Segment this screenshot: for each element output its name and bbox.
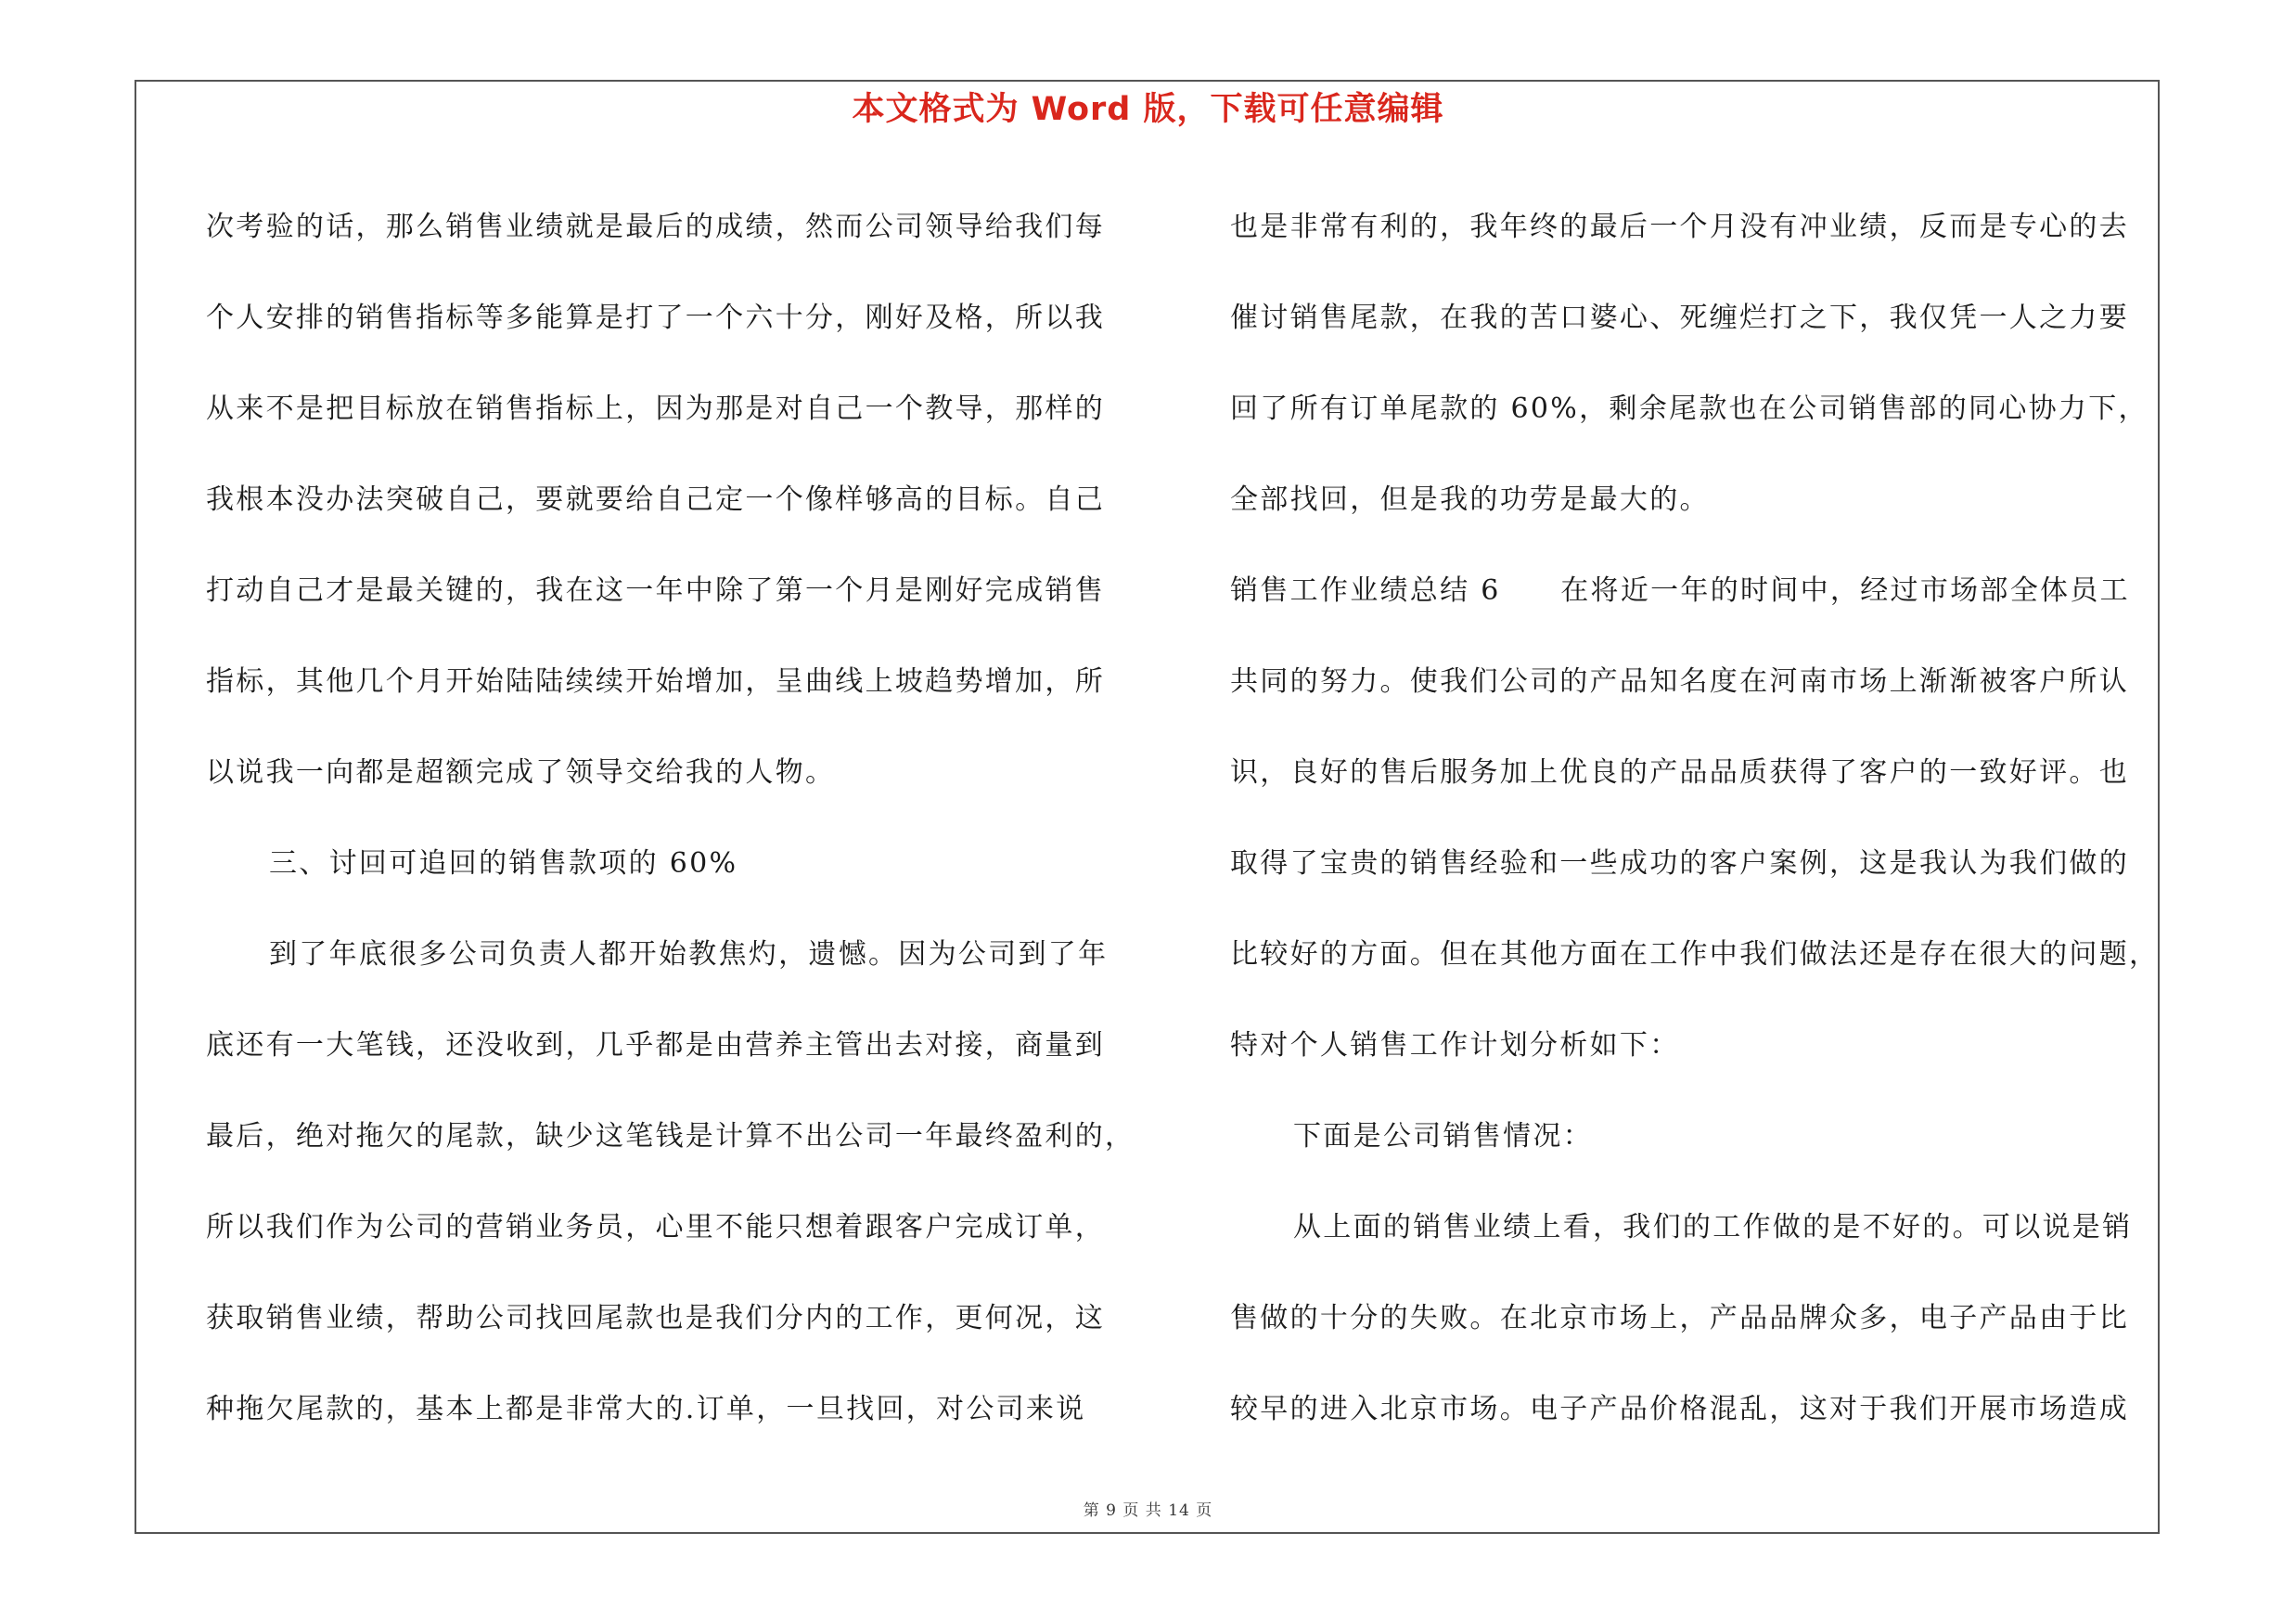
paragraph-line: 获取销售业绩，帮助公司找回尾款也是我们分内的工作，更何况，这: [206, 1302, 1105, 1334]
paragraph-line: 催讨销售尾款，在我的苦口婆心、死缠烂打之下，我仅凭一人之力要: [1230, 302, 2129, 334]
paragraph-line: 所以我们作为公司的营销业务员，心里不能只想着跟客户完成订单，: [206, 1211, 1105, 1243]
paragraph-line: 最后，绝对拖欠的尾款，缺少这笔钱是计算不出公司一年最终盈利的，: [206, 1120, 1135, 1153]
right-text-column: [1230, 182, 2171, 1455]
paragraph-line: 种拖欠尾款的，基本上都是非常大的.订单，一旦找回，对公司来说: [206, 1393, 1086, 1425]
paragraph-line: 从上面的销售业绩上看，我们的工作做的是不好的。可以说是销: [1293, 1211, 2133, 1243]
paragraph-line: 次考验的话，那么销售业绩就是最后的成绩，然而公司领导给我们每: [206, 211, 1105, 243]
paragraph-line: 较早的进入北京市场。电子产品价格混乱，这对于我们开展市场造成: [1230, 1393, 2129, 1425]
section-heading: 三、讨回可追回的销售款项的 60%: [269, 847, 738, 880]
paragraph-line: 也是非常有利的，我年终的最后一个月没有冲业绩，反而是专心的去: [1230, 211, 2129, 243]
paragraph-line: 以说我一向都是超额完成了领导交给我的人物。: [206, 756, 836, 789]
paragraph-line: 下面是公司销售情况：: [1293, 1120, 1593, 1153]
paragraph-line: 我根本没办法突破自己，要就要给自己定一个像样够高的目标。自己: [206, 483, 1105, 516]
page-number-footer: 第 9 页 共 14 页: [1083, 1501, 1213, 1520]
paragraph-line: 比较好的方面。但在其他方面在工作中我们做法还是存在很大的问题，: [1230, 938, 2160, 971]
paragraph-line: 售做的十分的失败。在北京市场上，产品品牌众多，电子产品由于比: [1230, 1302, 2129, 1334]
left-text-column: [206, 182, 1143, 1455]
paragraph-line: 全部找回，但是我的功劳是最大的。: [1230, 483, 1710, 516]
paragraph-line: 个人安排的销售指标等多能算是打了一个六十分，刚好及格，所以我: [206, 302, 1105, 334]
paragraph-line: 底还有一大笔钱，还没收到，几乎都是由营养主管出去对接，商量到: [206, 1029, 1105, 1062]
paragraph-line: 识，良好的售后服务加上优良的产品品质获得了客户的一致好评。也: [1230, 756, 2129, 789]
paragraph-line: 指标，其他几个月开始陆陆续续开始增加，呈曲线上坡趋势增加，所: [206, 665, 1105, 698]
paragraph-line: 回了所有订单尾款的 60%，剩余尾款也在公司销售部的同心协力下，: [1230, 393, 2148, 425]
paragraph-line: 特对个人销售工作计划分析如下：: [1230, 1029, 1680, 1062]
paragraph-line: 取得了宝贵的销售经验和一些成功的客户案例，这是我认为我们做的: [1230, 847, 2129, 880]
paragraph-line: 共同的努力。使我们公司的产品知名度在河南市场上渐渐被客户所认: [1230, 665, 2129, 698]
document-header-banner: 本文格式为 Word 版，下载可任意编辑: [852, 91, 1444, 128]
section-title-line: 销售工作业绩总结 6 在将近一年的时间中，经过市场部全体员工: [1230, 574, 2130, 607]
paragraph-line: 到了年底很多公司负责人都开始教焦灼，遗憾。因为公司到了年: [269, 938, 1109, 971]
paragraph-line: 从来不是把目标放在销售指标上，因为那是对自己一个教导，那样的: [206, 393, 1105, 425]
paragraph-line: 打动自己才是最关键的，我在这一年中除了第一个月是刚好完成销售: [206, 574, 1105, 607]
